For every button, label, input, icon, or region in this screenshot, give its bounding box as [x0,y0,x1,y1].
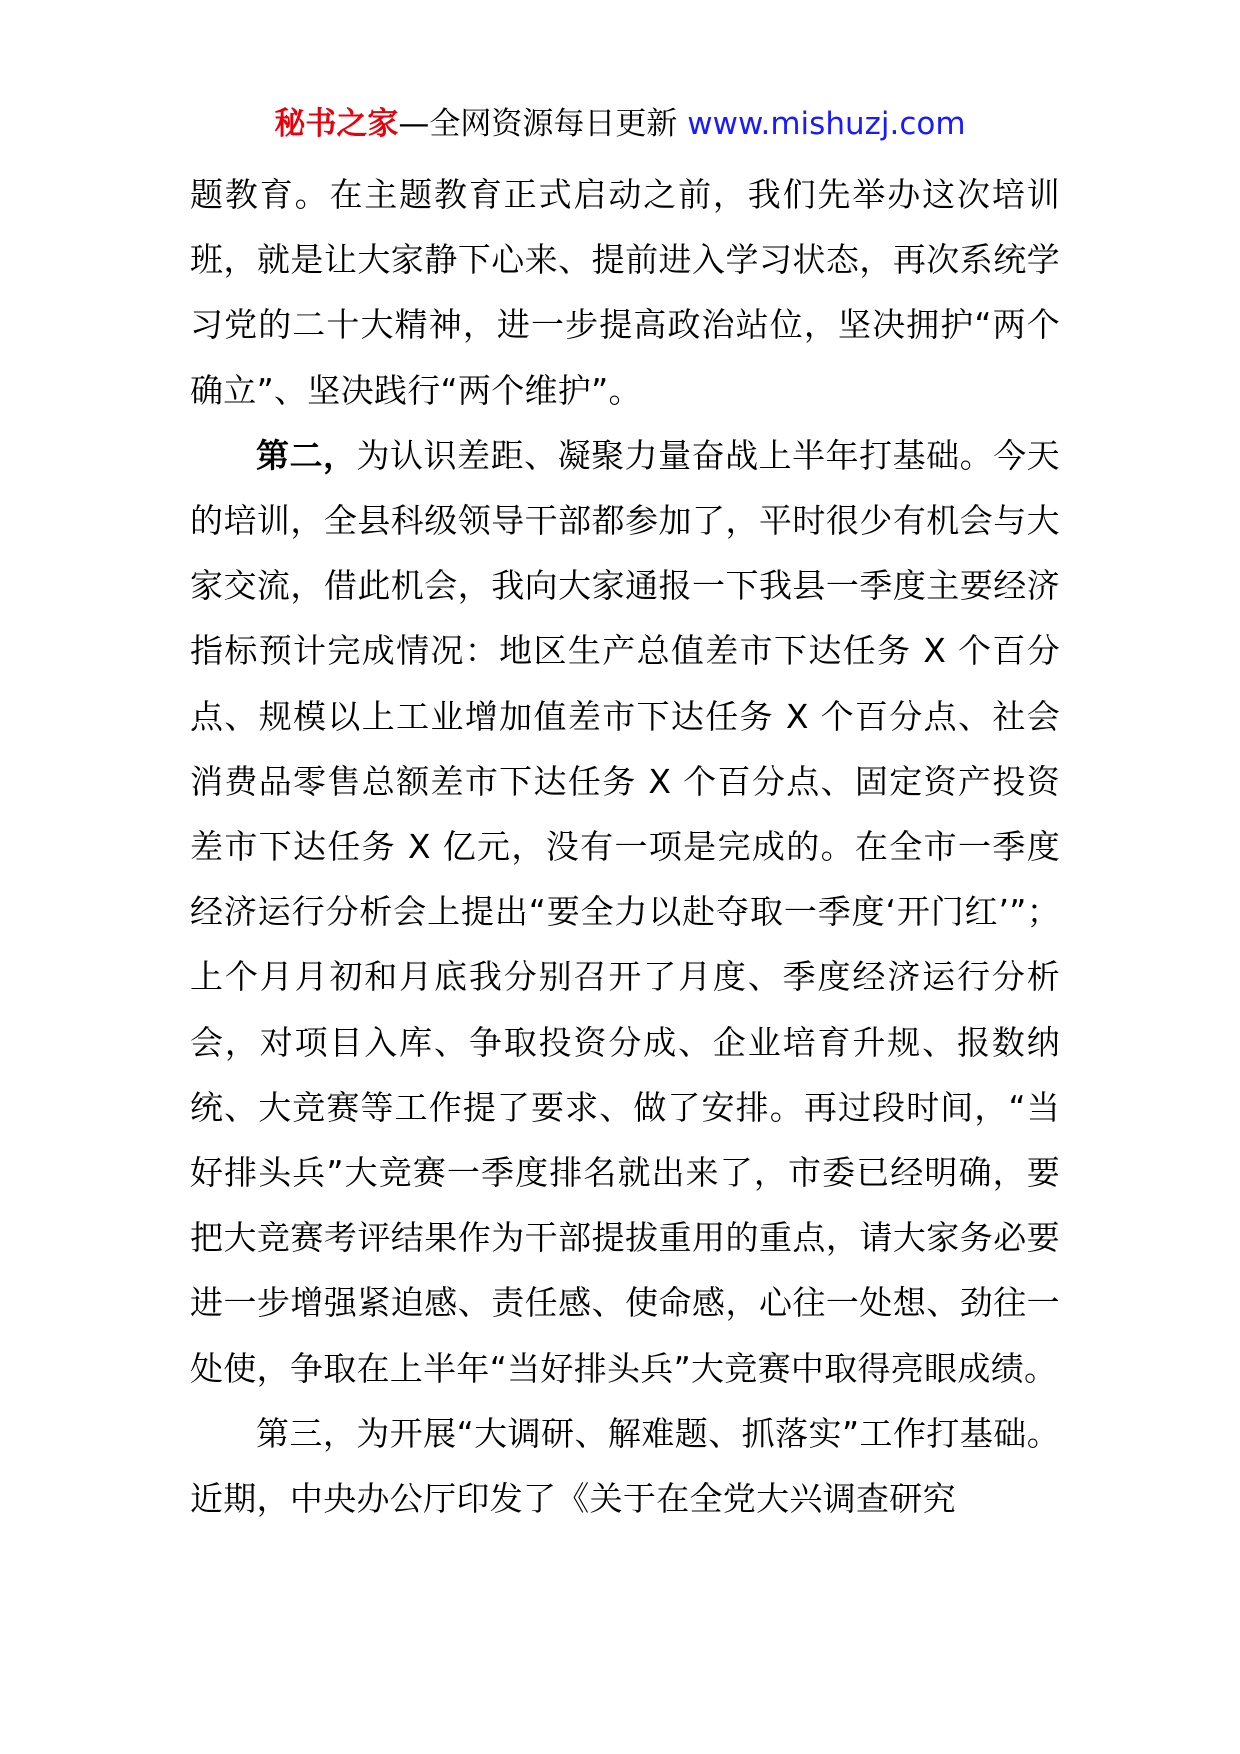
paragraph-second [190,423,1060,1401]
paragraph-third [190,1401,1060,1531]
paragraph-lead: 第二， [256,435,357,475]
paragraph-text: 第三，为开展“大调研、解难题、抓落实”工作打基础。近期，中央办公厅印发了《关于在全党大兴调查研究 [190,1413,1060,1519]
document-body [190,162,1060,1531]
header-brand: 秘书之家 [274,106,399,142]
paragraph-text: 题教育。在主题教育正式启动之前，我们先举办这次培训班，就是让大家静下心来、提前进入学习状态，再次系统学习党的二十大精神，进一步提高政治站位，坚决拥护“两个确立”、坚决践行“两个维护”。 [190,175,1060,410]
page-header [0,102,1240,146]
header-tagline: —全网资源每日更新 [398,106,688,142]
paragraph-text: 为认识差距、凝聚力量奋战上半年打基础。今天的培训，全县科级领导干部都参加了，平时很少有机会与大家交流，借此机会，我向大家通报一下我县一季度主要经济指标预计完成情况：地区生产总值差市下达任务 X 个百分点、规模以上工业增加值差市下达任务 X 个百分点、社会消费品零售总额差市下达任务 X 个百分点、固定资产投资差市下达任务 X 亿元，没有一项是完成的。在全市一季度经济运行分析会上提出“要全力以赴夺取一季度‘开门红’”；上个月月初和月底我分别召开了月度、季度经济运行分析会，对项目入库、争取投资分成、企业培育升规、报数纳统、大竞赛等工作提了要求、做了安排。再过段时间，“当好排头兵”大竞赛一季度排名就出来了，市委已经明确，要把大竞赛考评结果作为干部提拔重用的重点，请大家务必要进一步增强紧迫感、责任感、使命感，心往一处想、劲往一处使，争取在上半年“当好排头兵”大竞赛中取得亮眼成绩。 [190,435,1060,1388]
paragraph-continuation [190,162,1060,423]
header-url-link[interactable]: www.mishuzj.com [687,106,966,142]
